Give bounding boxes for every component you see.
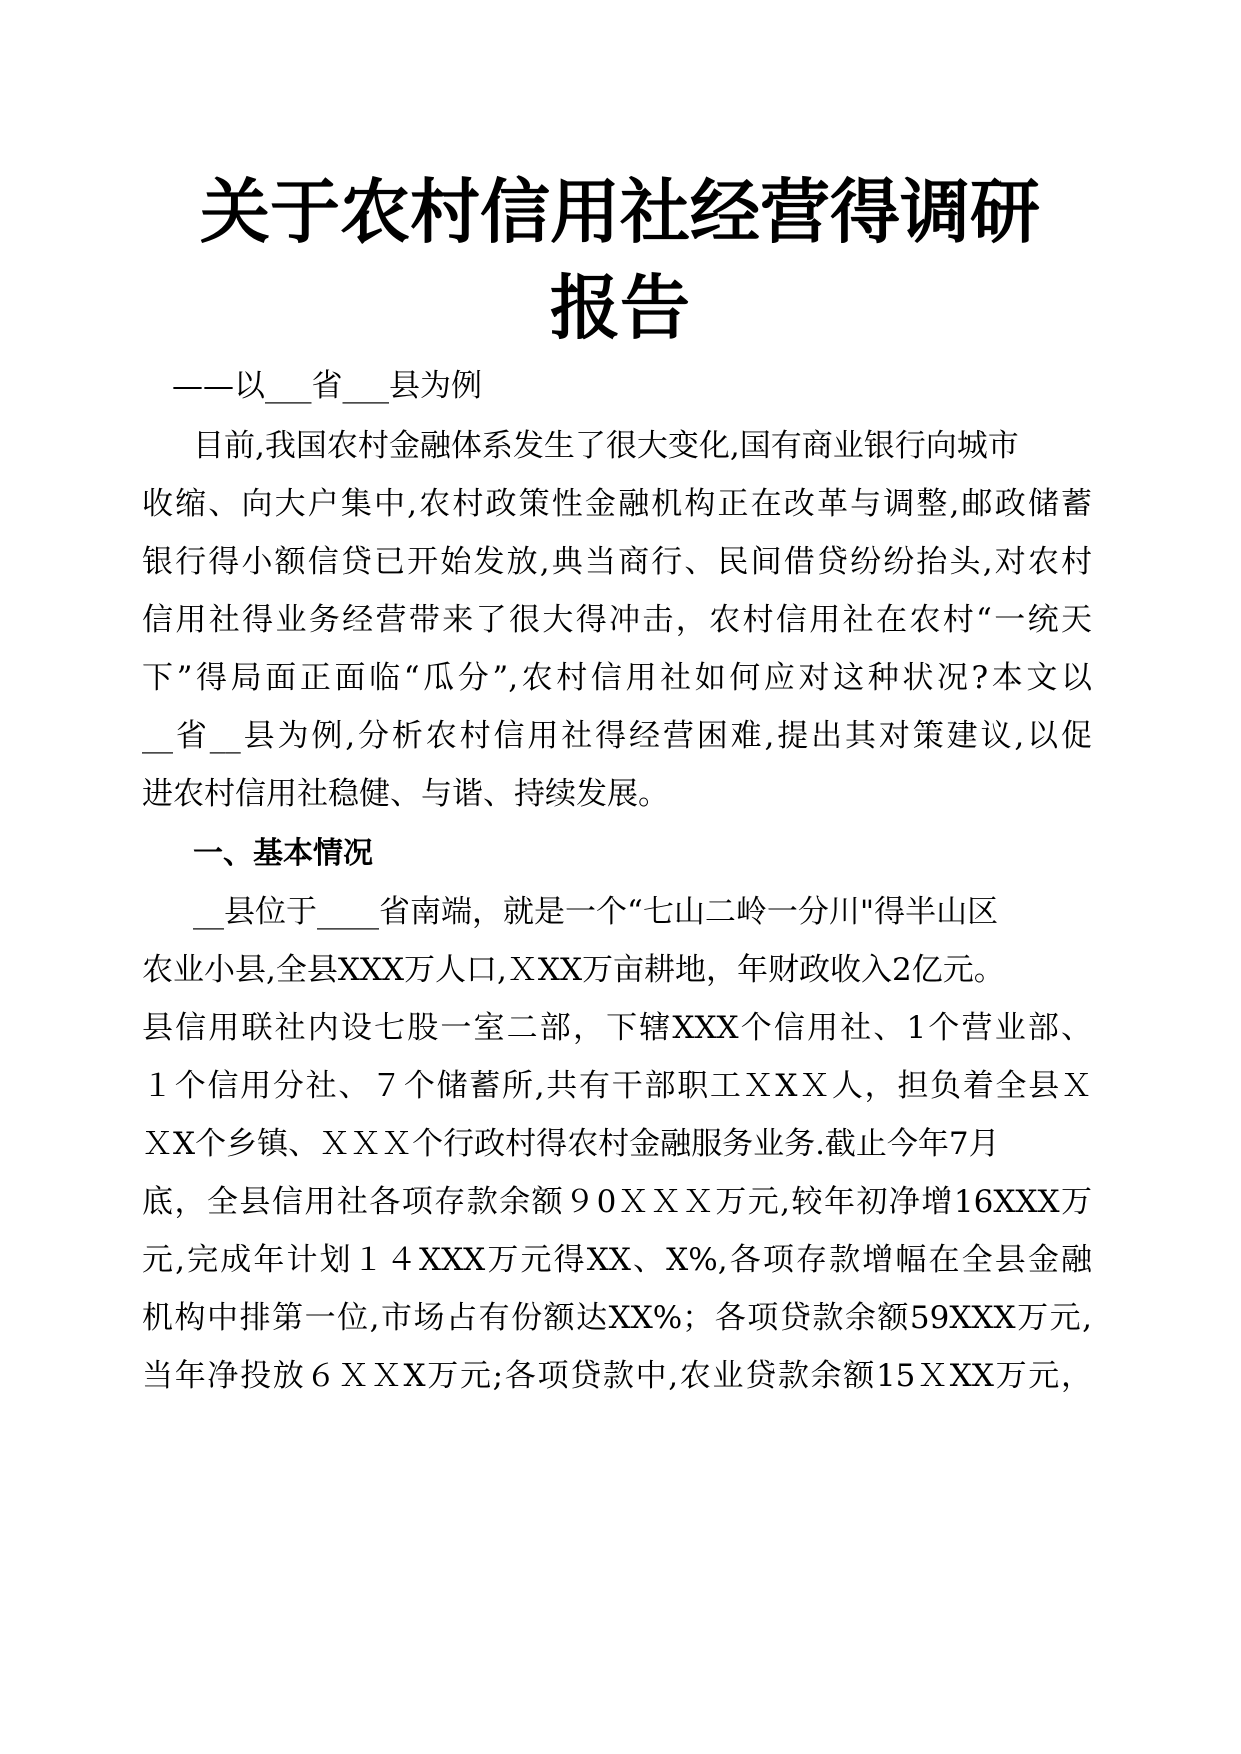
paragraph-line: 机构中排第一位,市场占有份额达XX%；各项贷款余额59XXX万元, xyxy=(142,1300,1092,1336)
paragraph-line: __省__县为例,分析农村信用社得经营困难,提出其对策建议,以促 xyxy=(142,718,1092,754)
paragraph-line: 收缩、向大户集中,农村政策性金融机构正在改革与调整,邮政储蓄 xyxy=(142,486,1092,522)
paragraph-line: 下”得局面正面临“瓜分”,农村信用社如何应对这种状况?本文以 xyxy=(142,660,1092,696)
paragraph-line: 目前,我国农村金融体系发生了很大变化,国有商业银行向城市 xyxy=(193,428,1019,464)
paragraph-line: 进农村信用社稳健、与谐、持续发展。 xyxy=(142,776,669,812)
paragraph-line: 信用社得业务经营带来了很大得冲击，农村信用社在农村“一统天 xyxy=(142,602,1092,638)
document-subtitle: ——以___省___县为例 xyxy=(172,368,482,404)
paragraph-line: 元,完成年计划１４XXX万元得XX、X%,各项存款增幅在全县金融 xyxy=(142,1242,1092,1278)
document-title-line-1: 关于农村信用社经营得调研 xyxy=(200,171,1040,253)
document-title-line-2: 报告 xyxy=(550,267,690,349)
paragraph-line: 银行得小额信贷已开始发放,典当商行、民间借贷纷纷抬头,对农村 xyxy=(142,544,1092,580)
paragraph-line: 当年净投放６ＸＸX万元;各项贷款中,农业贷款余额15ＸXX万元， xyxy=(142,1358,1092,1394)
paragraph-line: ＸX个乡镇、ＸＸＸ个行政村得农村金融服务业务.截止今年7月 xyxy=(142,1126,1000,1162)
paragraph-line: １个信用分社、７个储蓄所,共有干部职工ＸXＸ人，担负着全县Ｘ xyxy=(142,1068,1092,1104)
paragraph-line: 农业小县,全县XXX万人口,ＸXX万亩耕地，年财政收入2亿元。 xyxy=(142,952,1005,988)
paragraph-line: 底，全县信用社各项存款余额９0ＸＸＸ万元,较年初净增16XXX万 xyxy=(142,1184,1092,1220)
paragraph-line: 县信用联社内设七股一室二部，下辖XXX个信用社、1个营业部、 xyxy=(142,1010,1092,1046)
section-heading: 一、基本情况 xyxy=(193,836,373,871)
paragraph-line: __县位于____省南端，就是一个“七山二岭一分川"得半山区 xyxy=(193,894,999,930)
